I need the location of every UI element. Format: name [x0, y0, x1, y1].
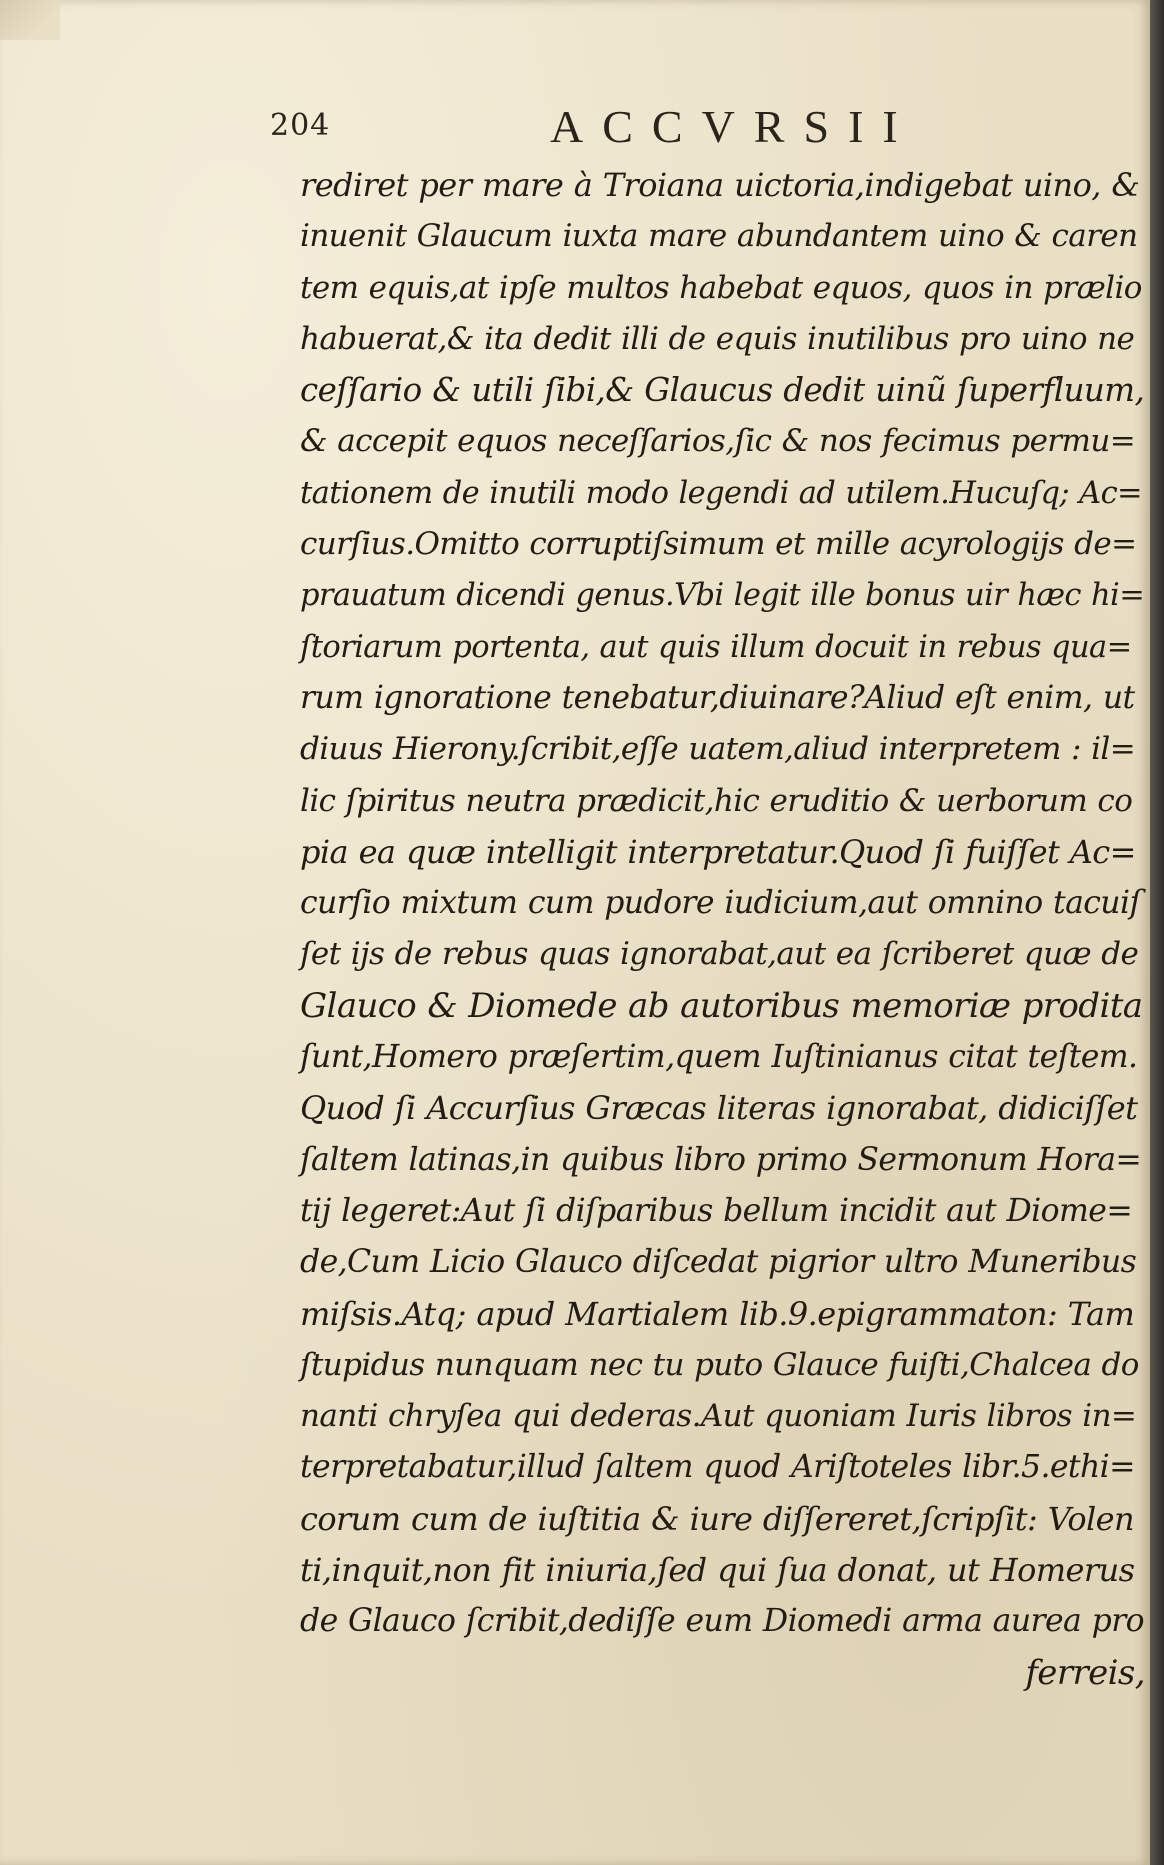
text-line: nanti chryſea qui dederas.Aut quoniam Iuris libros in=: [300, 1398, 1137, 1435]
text-line: lic ſpiritus neutra prædicit,hic eruditio & uerborum co: [300, 782, 1133, 819]
text-line: ceſſario & utili ſibi,& Glaucus dedit uinũ ſuperfluum,: [300, 371, 1145, 410]
text-line: de Glauco ſcribit,dediſſe eum Diomedi arma aurea pro: [300, 1603, 1145, 1640]
text-line: habuerat,& ita dedit illi de equis inutilibus pro uino ne: [300, 320, 1135, 357]
catchword: ferreis,: [1025, 1652, 1145, 1693]
text-line: curſius.Omitto corruptiſsimum et mille acyrologijs de=: [300, 526, 1137, 563]
text-line: curſio mixtum cum pudore iudicium,aut omnino tacuiſ: [300, 885, 1141, 922]
text-line: ti,inquit,non fit iniuria,ſed qui ſua donat, ut Homerus: [300, 1551, 1135, 1590]
text-line: Glauco & Diomede ab autoribus memoriæ prodita: [300, 985, 1143, 1026]
text-line: rum ignoratione tenebatur,diuinare?Aliud eſt enim, ut: [300, 679, 1135, 716]
page-edge: [1150, 0, 1164, 1865]
text-line: rediret per mare à Troiana uictoria,indigebat uino, &: [300, 166, 1140, 204]
text-line: & accepit equos neceſſarios,ſic & nos fecimus permu=: [300, 423, 1136, 460]
text-line: ſtoriarum portenta, aut quis illum docuit in rebus qua=: [300, 629, 1132, 665]
text-line: tem equis,at ipſe multos habebat equos, quos in prælio: [300, 269, 1142, 306]
page-header: [270, 100, 1150, 160]
page-corner-fold: [0, 0, 60, 40]
text-line: ſunt,Homero præſertim,quem Iuſtinianus citat teſtem.: [300, 1039, 1138, 1076]
text-line: ſtupidus nunquam nec tu puto Glauce fuiſti,Chalcea do: [300, 1346, 1139, 1383]
text-line: ſaltem latinas,in quibus libro primo Sermonum Hora=: [300, 1141, 1142, 1178]
text-line: tationem de inutili modo legendi ad utilem.Hucuſq; Ac=: [300, 475, 1143, 511]
text-line: diuus Hierony.ſcribit,eſſe uatem,aliud interpretem : il=: [300, 731, 1136, 768]
text-line: miſsis.Atq; apud Martialem lib.9.epigrammaton: Tam: [300, 1294, 1135, 1333]
running-head: ACCVRSII: [550, 101, 917, 152]
text-line: pia ea quæ intelligit interpretatur.Quod ſi fuiſſet Ac=: [300, 832, 1136, 871]
text-line: terpretabatur,illud ſaltem quod Ariſtoteles libr.5.ethi=: [300, 1449, 1135, 1486]
text-line: inuenit Glaucum iuxta mare abundantem uino & caren: [300, 218, 1138, 255]
page-number: 204: [270, 108, 331, 143]
text-line: ſet ijs de rebus quas ignorabat,aut ea ſcriberet quæ de: [300, 936, 1139, 973]
body-text: [300, 160, 1145, 1699]
text-line: prauatum dicendi genus.Vbi legit ille bonus uir hæc hi=: [300, 578, 1145, 614]
text-line: corum cum de iuſtitia & iure diſſereret,ſcripſit: Volen: [300, 1499, 1135, 1538]
text-line: tij legeret:Aut ſi diſparibus bellum incidit aut Diome=: [300, 1192, 1133, 1229]
text-line: de,Cum Licio Glauco diſcedat pigrior ultro Muneribus: [300, 1244, 1137, 1281]
text-line: Quod ſi Accurſius Græcas literas ignorabat, didiciſſet: [300, 1089, 1138, 1128]
